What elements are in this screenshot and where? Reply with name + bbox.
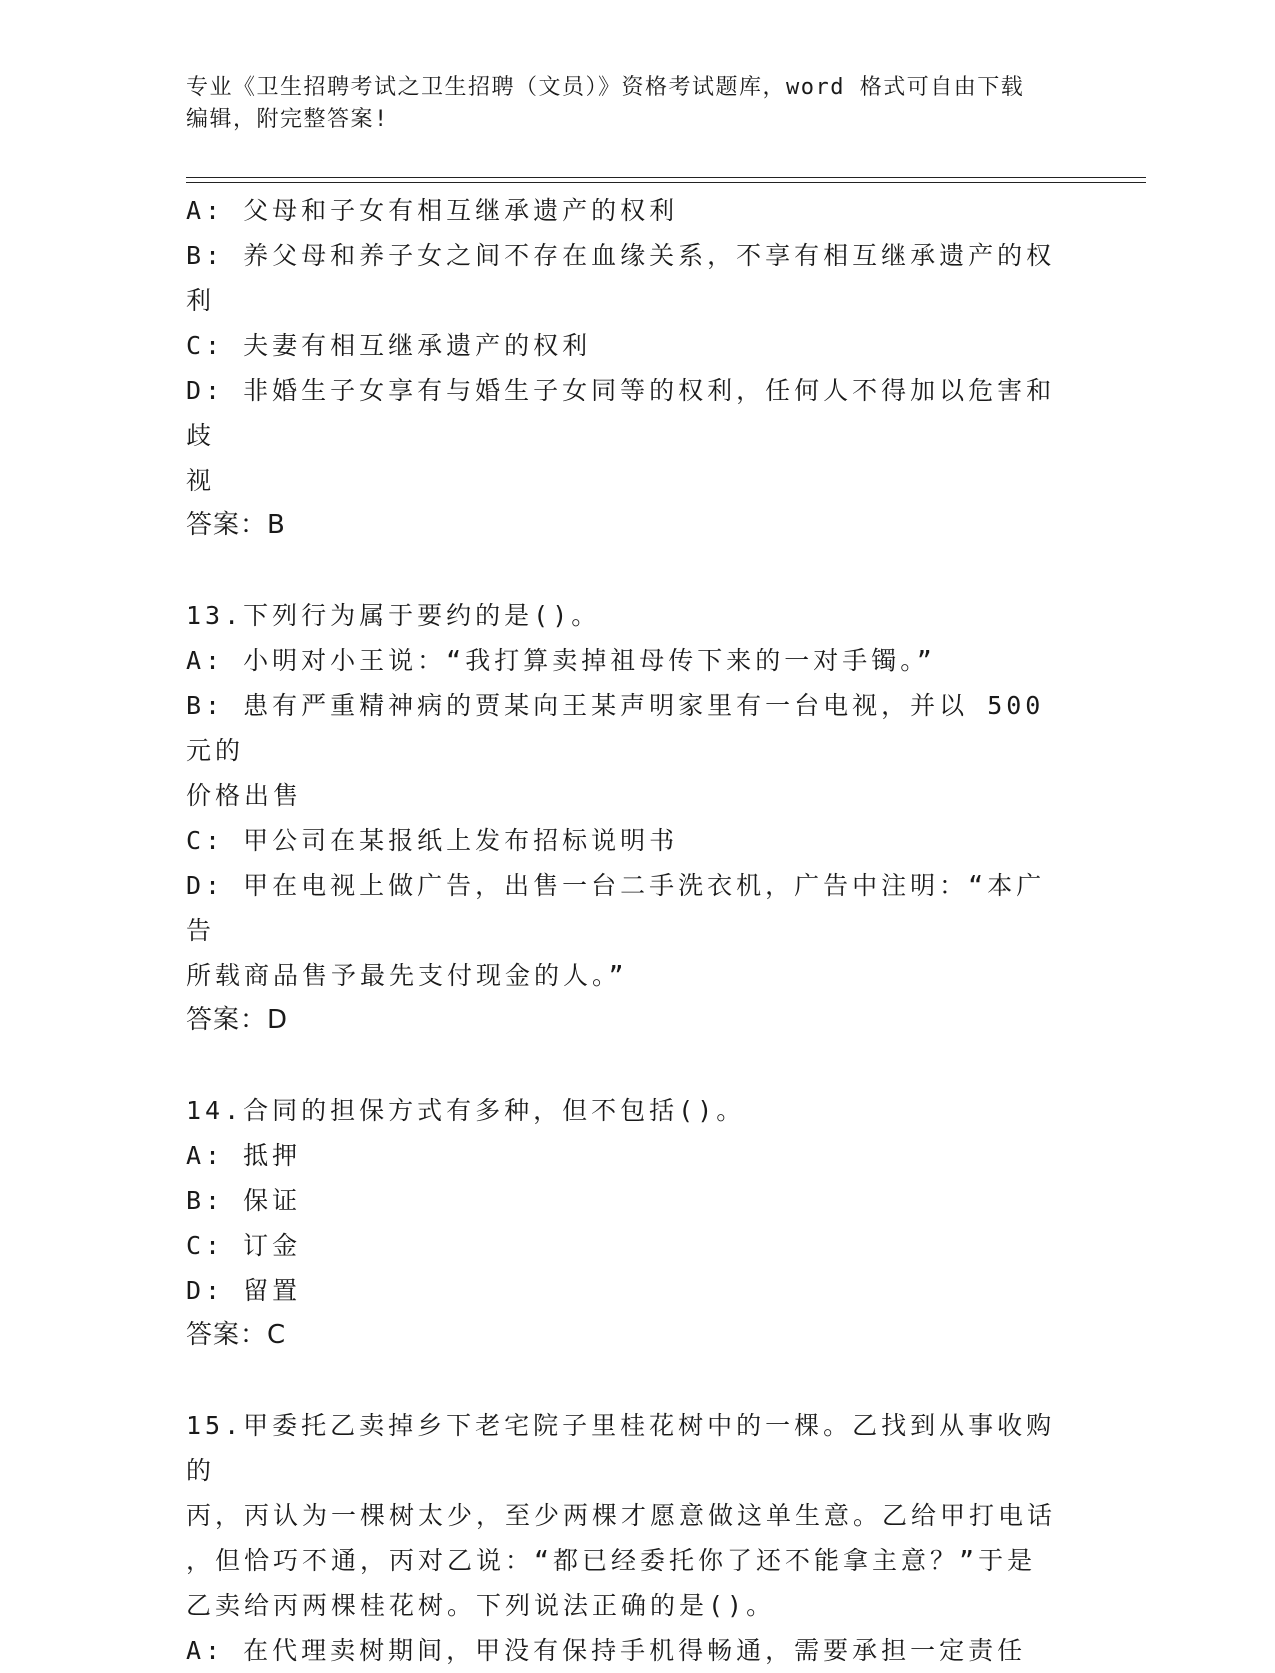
question-stem: 14.合同的担保方式有多种，但不包括()。: [186, 1096, 746, 1125]
option-line: A: 小明对小王说：“我打算卖掉祖母传下来的一对手镯。”: [186, 646, 936, 675]
option-line: A: 父母和子女有相互继承遗产的权利: [186, 196, 679, 225]
question-stem: 15.甲委托乙卖掉乡下老宅院子里桂花树中的一棵。乙找到从事收购的: [186, 1411, 1056, 1485]
option-line: C: 订金: [186, 1231, 302, 1260]
answer-line: 答案：B: [186, 510, 286, 540]
question-stem-continuation: 乙卖给丙两棵桂花树。下列说法正确的是()。: [186, 1591, 776, 1620]
option-line: D: 非婚生子女享有与婚生子女同等的权利，任何人不得加以危害和歧: [186, 376, 1056, 450]
option-line-continuation: 价格出售: [186, 781, 303, 810]
option-line: D: 甲在电视上做广告，出售一台二手洗衣机，广告中注明：“本广告: [186, 871, 1046, 945]
option-line: B: 患有严重精神病的贾某向王某声明家里有一台电视，并以 500 元的: [186, 691, 1064, 765]
option-line: C: 夫妻有相互继承遗产的权利: [186, 331, 592, 360]
block-spacer: [186, 1043, 1066, 1088]
question-block: [186, 188, 1066, 548]
header-line-2: 编辑，附完整答案!: [186, 107, 389, 132]
header-divider-bottom: [186, 182, 1146, 183]
option-line: C: 甲公司在某报纸上发布招标说明书: [186, 826, 679, 855]
header-divider-top: [186, 177, 1146, 178]
question-block: [186, 1088, 1066, 1358]
option-line: B: 养父母和养子女之间不存在血缘关系，不享有相互继承遗产的权利: [186, 241, 1056, 315]
block-spacer: [186, 548, 1066, 593]
question-stem-continuation: ，但恰巧不通，丙对乙说：“都已经委托你了还不能拿主意？”于是: [186, 1546, 1037, 1575]
option-line-continuation: 视: [186, 466, 216, 495]
option-line: B: 保证: [186, 1186, 302, 1215]
question-list: [186, 188, 1066, 1673]
question-block: [186, 593, 1066, 1043]
document-header: [186, 72, 1066, 136]
header-line-1: 专业《卫生招聘考试之卫生招聘（文员）》资格考试题库，word 格式可自由下载: [186, 75, 1025, 100]
option-line: A: 抵押: [186, 1141, 302, 1170]
question-stem-continuation: 丙，丙认为一棵树太少，至少两棵才愿意做这单生意。乙给甲打电话: [186, 1501, 1057, 1530]
answer-line: 答案：D: [186, 1005, 289, 1035]
block-spacer: [186, 1358, 1066, 1403]
question-block: [186, 1403, 1066, 1673]
answer-line: 答案：C: [186, 1320, 287, 1350]
option-line: D: 留置: [186, 1276, 302, 1305]
option-line: A: 在代理卖树期间，甲没有保持手机得畅通，需要承担一定责任: [186, 1636, 1027, 1665]
option-line-continuation: 所载商品售予最先支付现金的人。”: [186, 961, 628, 990]
question-stem: 13.下列行为属于要约的是()。: [186, 601, 601, 630]
